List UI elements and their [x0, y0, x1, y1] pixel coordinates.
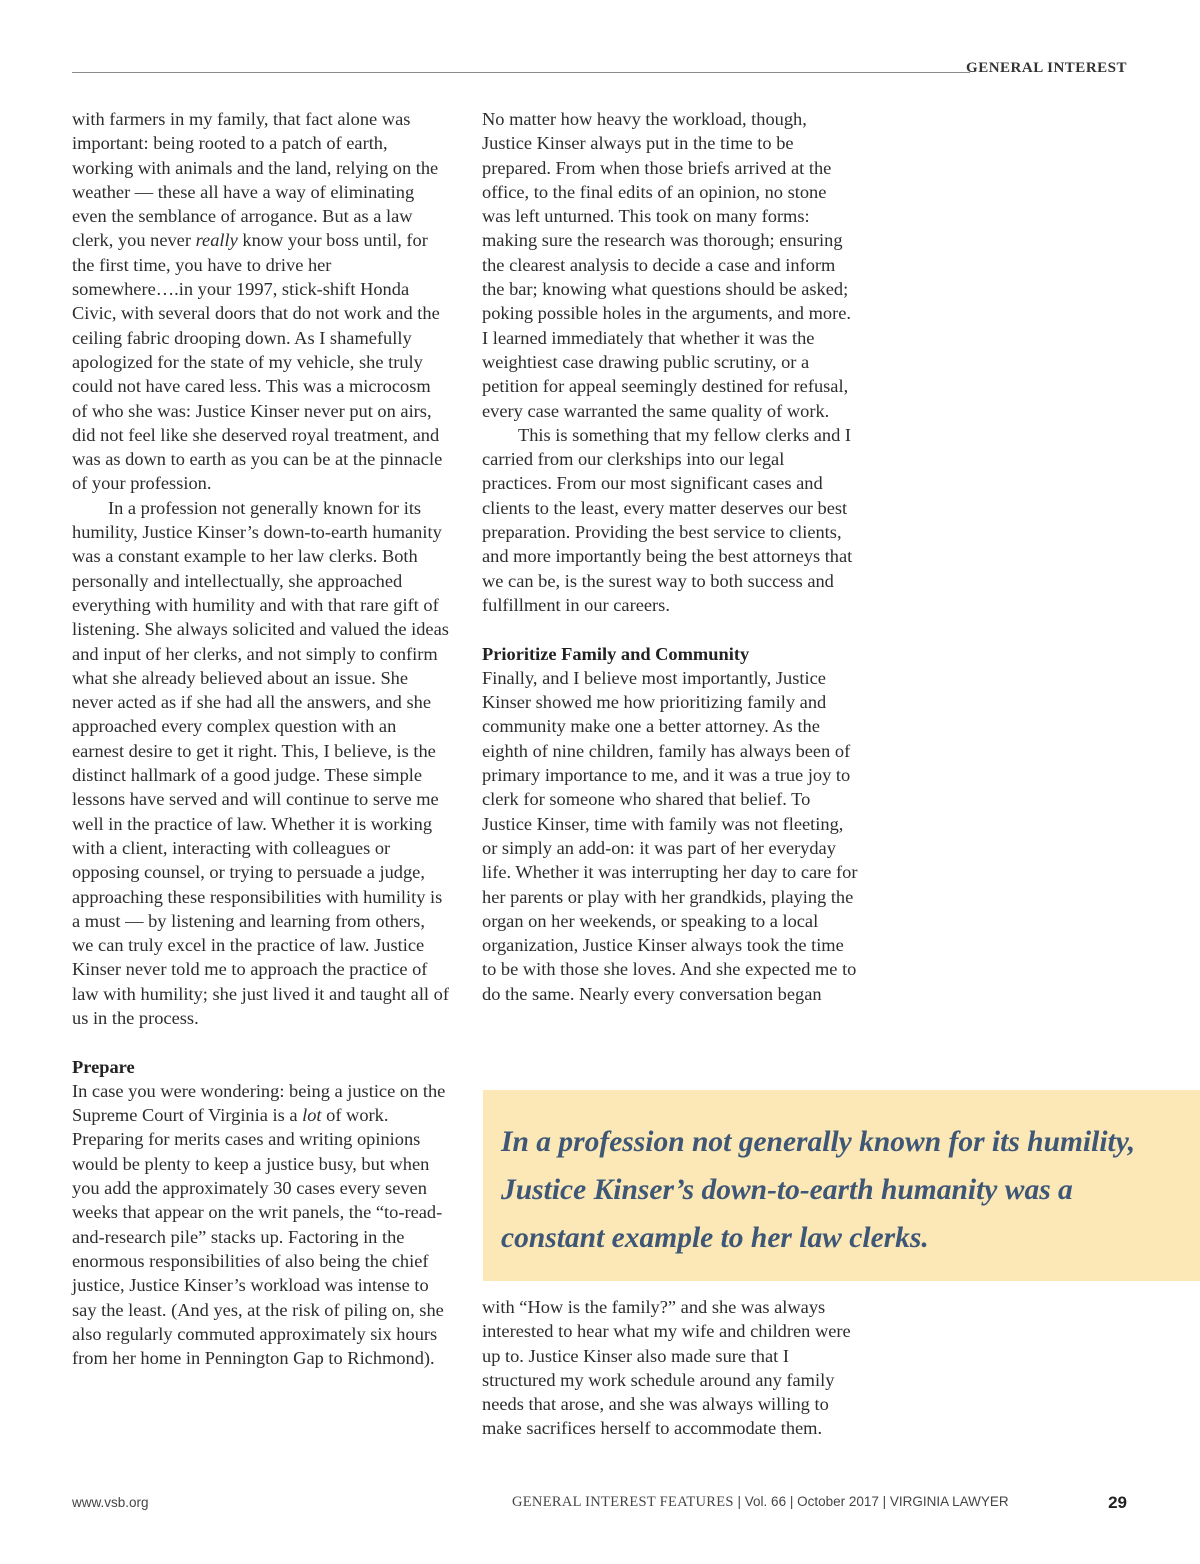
section-heading-prepare: Prepare [72, 1056, 135, 1077]
article-column-right-continued [482, 1295, 858, 1441]
paragraph: Finally, and I believe most importantly, Justice Kinser showed me how prioritizing family and community make one a better attorney. As the eighth of nine children, family has always been of primary importance to me, and it was a true joy to clerk for someone who shared that belief. To Justice Kinser, time with family was not fleeting, or simply an add-on: it was part of her everyday life. Whether it was interrupting her day to care for her parents or play with her grandkids, playing the organ on her weekends, or speaking to a local organization, Justice Kinser always took the time to be with those she loves. And she expected me to do the same. Nearly every conversation began [482, 667, 858, 1004]
article-column-right [482, 107, 858, 1006]
page-number: 29 [1108, 1493, 1127, 1512]
footer-issue: | Vol. 66 | October 2017 | VIRGINIA LAWYER [733, 1494, 1009, 1509]
pull-quote-text: In a profession not generally known for its humility, Justice Kinser’s down-to-earth humanity was a constant example to her law clerks. [501, 1126, 1136, 1254]
pull-quote [483, 1090, 1200, 1281]
paragraph: with “How is the family?” and she was always interested to hear what my wife and children were up to. Justice Kinser also made sure that I structured my work schedule around any family needs that arose, and she was always willing to make sacrifices herself to accommodate them. [482, 1297, 851, 1439]
section-label: GENERAL INTEREST [966, 60, 1127, 76]
footer-url: www.vsb.org [72, 1495, 149, 1510]
paragraph: No matter how heavy the workload, though, Justice Kinser always put in the time to be prepared. From when those briefs arrived at the office, to the final edits of an opinion, no stone was left unturned. This took on many forms: making sure the research was thorough; ensuring the clearest analysis to decide a case and inform the bar; knowing what questions should be asked; poking possible holes in the arguments, and more. I learned immediately that whether it was the weightiest case drawing public scrutiny, or a petition for appeal seemingly destined for refusal, every case warranted the same quality of work. [482, 109, 851, 421]
section-heading-family: Prioritize Family and Community [482, 643, 750, 664]
footer-features: GENERAL INTEREST FEATURES [512, 1494, 734, 1510]
paragraph: with farmers in my family, that fact alone was important: being rooted to a patch of earth, working with animals and the land, relying on the weather — these all have a way of eliminating even the semblance of arrogance. But as a law clerk, you never really know your boss until, for the first time, you have to drive her somewhere….in your 1997, stick-shift Honda Civic, with several doors that do not work and the ceiling fabric drooping down. As I shamefully apologized for the state of my vehicle, she truly could not have cared less. This was a microcosm of who she was: Justice Kinser never put on airs, did not feel like she deserved royal treatment, and was as down to earth as you can be at the pinnacle of your profession. [72, 109, 443, 494]
paragraph: In case you were wondering: being a justice on the Supreme Court of Virginia is a lot of work. Preparing for merits cases and writing opinions would be plenty to keep a justice busy, but when you add the approximately 30 cases every seven weeks that appear on the writ panels, the “to-read-and-research pile” stacks up. Factoring in the enormous responsibilities of also being the chief justice, Justice Kinser’s workload was intense to say the least. (And yes, at the risk of piling on, she also regularly commuted approximately six hours from her home in Pennington Gap to Richmond). [72, 1080, 446, 1369]
paragraph: This is something that my fellow clerks and I carried from our clerkships into our legal practices. From our most significant cases and clients to the least, every matter deserves our best preparation. Providing the best service to clients, and more importantly being the best attorneys that we can be, is the surest way to both success and fulfillment in our careers. [482, 424, 853, 615]
footer-issue-info [512, 1494, 1009, 1511]
article-column-left [72, 107, 450, 1370]
paragraph: In a profession not generally known for its humility, Justice Kinser’s down-to-earth humanity was a constant example to her law clerks. Both personally and intellectually, she approached everything with humility and with that rare gift of listening. She always solicited and valued the ideas and input of her clerks, and not simply to confirm what she already believed about an issue. She never acted as if she had all the answers, and she approached every complex question with an earnest desire to get it right. This, I believe, is the distinct hallmark of a good judge. These simple lessons have served and will continue to serve me well in the practice of law. Whether it is working with a client, interacting with colleagues or opposing counsel, or trying to persuade a judge, approaching these responsibilities with humility is a must — by listening and learning from others, we can truly excel in the practice of law. Justice Kinser never told me to approach the practice of law with humility; she just lived it and taught all of us in the process. [72, 497, 449, 1028]
header-rule [72, 72, 970, 73]
